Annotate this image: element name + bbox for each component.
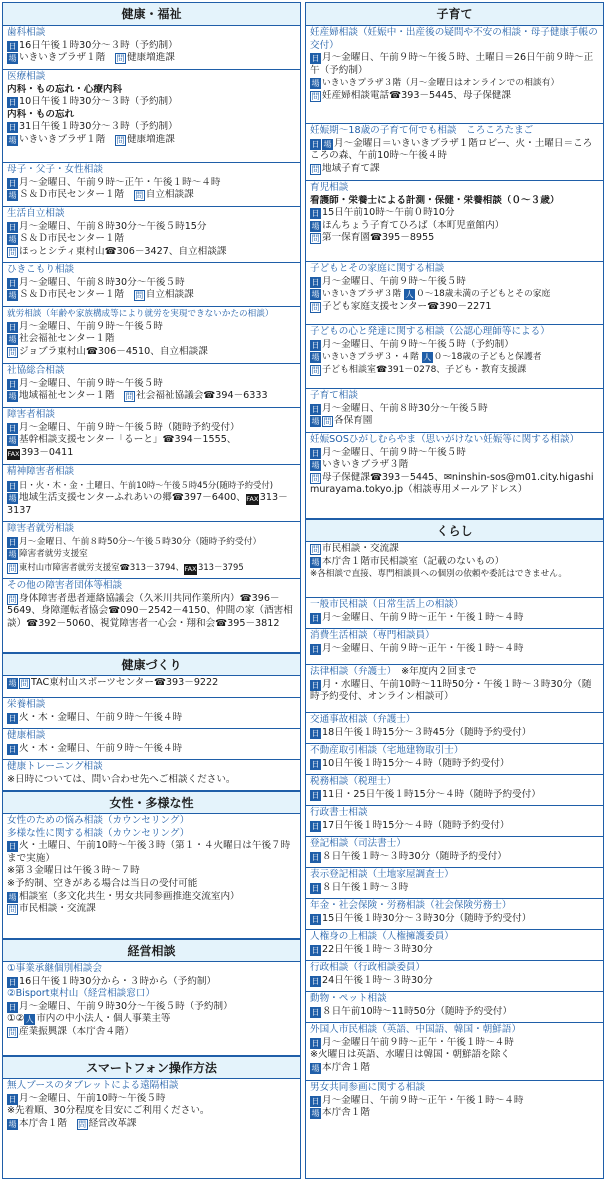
entry-subtitle: 内科・もの忘れ・心療内科 bbox=[7, 83, 123, 95]
person-tag: 人 bbox=[25, 1015, 34, 1025]
entry-administrative bbox=[306, 961, 603, 992]
day-tag: 日 bbox=[311, 139, 320, 149]
entry-foreign-residents bbox=[306, 1023, 603, 1081]
entry-mother-father-women bbox=[3, 163, 300, 207]
entry-date: 月～金曜日、午前８時30分～午後５時 bbox=[322, 402, 488, 414]
inquiry-tag: 問 bbox=[78, 1119, 87, 1129]
entry-place: ほんちょう子育てひろば（本町児童館内） bbox=[322, 219, 505, 231]
entry-fax: 313－3795 bbox=[197, 561, 244, 572]
entry-date: 火・木・金曜日、午前９時～午後４時 bbox=[19, 742, 183, 754]
entry-target: ０～18歳未満の子どもとその家庭 bbox=[415, 289, 551, 300]
entry-date: 月～金曜日、午前９時～正午・午後１時～４時 bbox=[19, 176, 221, 188]
entry-disability bbox=[3, 408, 300, 465]
person-tag: 人 bbox=[405, 290, 414, 300]
day-tag: 日 bbox=[311, 680, 320, 690]
entry-inquiry: 子ども家庭支援センター☎390－2271 bbox=[322, 300, 492, 312]
day-tag: 日 bbox=[8, 1094, 17, 1104]
entry-place: 相談室（多文化共生・男女共同参画推進交流室内） bbox=[19, 890, 240, 902]
entry-inquiry: ほっとシティ東村山☎306－3427、自立相談課 bbox=[19, 245, 227, 257]
entry-title: 栄養相談 bbox=[7, 699, 46, 710]
entry-date: 月～金曜日、午前９時～午後５時、土曜日＝26日午前９時～正午（予約制） bbox=[310, 52, 594, 76]
entry-child-family bbox=[306, 262, 603, 325]
entry-place: 地域生活支援センターふれあいの郷☎397－6400、 bbox=[19, 491, 246, 503]
entry-date: ８日午前10時～11時50分（随時予約受付） bbox=[322, 1005, 513, 1017]
entry-women-diversity bbox=[3, 814, 300, 939]
entry-fax: 393－0411 bbox=[21, 446, 74, 458]
entry-place: いきいきプラザ３階 bbox=[322, 289, 402, 300]
inquiry-tag: 問 bbox=[8, 563, 17, 573]
entry-title: 育児相談 bbox=[310, 182, 349, 193]
inquiry-tag: 問 bbox=[135, 191, 144, 201]
day-tag: 日 bbox=[311, 404, 320, 414]
section-heading-childcare: 子育て bbox=[306, 3, 603, 26]
inquiry-tag: 問 bbox=[8, 1027, 17, 1037]
entry-date: 月～金曜日、午前８時50分～午後５時30分（随時予約受付） bbox=[19, 536, 262, 547]
entry-place: Ｓ＆Ｄ市民センター１階 bbox=[19, 189, 125, 201]
entry-date: 火・土曜日、午前10時～午後３時（第１・４火曜日は午後７時まで実施） bbox=[7, 840, 291, 864]
day-tag: 日 bbox=[8, 977, 17, 987]
entry-tax bbox=[306, 775, 603, 806]
entry-title: 妊産婦相談（妊娠中・出産後の疑問や不安の相談・母子健康手帳の交付） bbox=[310, 27, 598, 51]
entry-date: 月～金曜日午前９時～正午・午後１時～４時 bbox=[322, 1036, 514, 1048]
place-tag: 場 bbox=[8, 135, 17, 145]
section-heading-fitness: 健康づくり bbox=[3, 653, 300, 676]
entry-title: 子どもとその家庭に関する相談 bbox=[310, 263, 445, 274]
entry-life-independence bbox=[3, 207, 300, 263]
entry-inquiry: 産業振興課（本庁舎４階） bbox=[19, 1025, 135, 1037]
entry-inquiry: 母子保健課☎393－5445、✉ninshin-sos@m01.city.higashimurayama.tokyo.jp（相談専用メールアドレス） bbox=[310, 471, 594, 496]
entry-date: 15日午前10時～午前０時10分 bbox=[322, 207, 455, 219]
day-tag: 日 bbox=[8, 178, 17, 188]
entry-inquiry: 第一保育園☎395－8955 bbox=[322, 232, 435, 244]
entry-title: ひきこもり相談 bbox=[7, 264, 75, 275]
place-tag: 場 bbox=[8, 191, 17, 201]
day-tag: 日 bbox=[311, 340, 320, 350]
entry-date: 月～金曜日、午前９時～正午・午後１時～４時 bbox=[322, 1094, 524, 1106]
day-tag: 日 bbox=[311, 883, 320, 893]
day-tag: 日 bbox=[311, 945, 320, 955]
day-tag: 日 bbox=[8, 322, 17, 332]
entry-title: 女性のための悩み相談（カウンセリング） bbox=[7, 815, 190, 826]
entry-date: 月～金曜日、午前９時～午後５時（予約制） bbox=[322, 338, 514, 350]
entry-title: 子育て相談 bbox=[310, 390, 358, 401]
entry-inquiry: 各保育園 bbox=[334, 415, 373, 427]
entry-title: 就労相談（年齢や家族構成等により就労を実現できないかたの相談） bbox=[7, 309, 274, 319]
entry-inquiry: 身体障害者患者連絡協議会（久米川共同作業所内）☎396－5649、身障運転者協会☎090－2542－4150、仲間の家（酒害相談）☎392－5060、視覚障害者一心会・翔和会☎395－3812 bbox=[7, 592, 293, 629]
entry-nutrition bbox=[3, 698, 300, 729]
entry-administrative-scrivener bbox=[306, 806, 603, 837]
day-tag: 日 bbox=[8, 222, 17, 232]
entry-business bbox=[3, 962, 300, 1056]
place-tag: 場 bbox=[8, 892, 17, 902]
entry-land-survey bbox=[306, 868, 603, 899]
entry-inquiry: 経営改革課 bbox=[88, 1117, 137, 1129]
section-heading-business: 経営相談 bbox=[3, 939, 300, 962]
entry-child-development bbox=[306, 325, 603, 389]
inquiry-tag: 問 bbox=[311, 234, 320, 244]
inquiry-tag: 問 bbox=[8, 905, 17, 915]
place-tag: 場 bbox=[311, 557, 320, 567]
entry-title: 表示登記相談（土地家屋調査士） bbox=[310, 869, 454, 880]
day-tag: 日 bbox=[311, 1096, 320, 1106]
entry-note: ※第３金曜日は午後３時～７時 bbox=[7, 865, 140, 877]
inquiry-tag: 問 bbox=[116, 135, 125, 145]
entry-inquiry: 社会福祉協議会☎394－6333 bbox=[136, 390, 268, 402]
inquiry-tag: 問 bbox=[323, 417, 332, 427]
entry-date: 24日午後１時～３時30分 bbox=[322, 974, 433, 986]
entry-infant-care bbox=[306, 181, 603, 262]
inquiry-tag: 問 bbox=[125, 392, 134, 402]
place-tag: 場 bbox=[8, 291, 17, 301]
inquiry-tag: 問 bbox=[8, 247, 17, 257]
entry-dental bbox=[3, 26, 300, 70]
entry-inquiry: 子ども相談室☎391－0278、子ども・教育支援課 bbox=[322, 364, 527, 375]
day-tag: 日 bbox=[311, 209, 320, 219]
entry-date: 月～金曜日、午前９時～正午・午後１時～４時 bbox=[322, 611, 524, 623]
place-tag: 場 bbox=[311, 290, 320, 300]
entry-date: 10日午後１時30分～３時（予約制） bbox=[19, 96, 178, 108]
place-tag: 場 bbox=[8, 436, 17, 446]
entry-target: ０～18歳の子ども bbox=[433, 352, 507, 363]
entry-inquiry: 妊産婦相談電話☎393－5445、母子保健課 bbox=[322, 89, 511, 101]
entry-place: いきいきプラザ１階 bbox=[19, 133, 106, 145]
day-tag: 日 bbox=[311, 54, 320, 64]
entry-date: 15日午後１時30分～３時30分（随時予約受付） bbox=[322, 912, 532, 924]
entry-place: Ｓ＆Ｄ市民センター１階 bbox=[19, 233, 125, 245]
day-tag: 日 bbox=[8, 713, 17, 723]
entry-place: いきいきプラザ１階 bbox=[19, 52, 106, 64]
day-tag: 日 bbox=[311, 821, 320, 831]
entry-note: ※各相談で直接、専門相談員への個別の依頼や委託はできません。 bbox=[310, 569, 567, 580]
entry-inquiry: 自立相談課 bbox=[145, 289, 194, 301]
entry-social-welfare-council bbox=[3, 364, 300, 408]
place-tag: 場 bbox=[8, 392, 17, 402]
entry-medical bbox=[3, 70, 300, 163]
entry-fitness-place bbox=[3, 676, 300, 698]
inquiry-tag: 問 bbox=[8, 594, 17, 604]
entry-title: 無人ブースのタブレットによる遠隔相談 bbox=[7, 1080, 179, 1091]
entry-title: 医療相談 bbox=[7, 71, 46, 82]
entry-title: 精神障害者相談 bbox=[7, 466, 75, 477]
entry-date: 月～金曜日、午前９時～午後５時 bbox=[322, 446, 466, 458]
entry-hikikomori bbox=[3, 263, 300, 307]
entry-korokoro-tamago bbox=[306, 124, 603, 181]
entry-title: 妊娠期～18歳の子育て何でも相談 ころころたまご bbox=[310, 125, 534, 136]
day-tag: 日 bbox=[311, 277, 320, 287]
entry-date: 16日午後１時30分～３時（予約制） bbox=[19, 39, 178, 51]
fax-tag: FAX bbox=[7, 449, 20, 458]
entry-title: 健康相談 bbox=[7, 730, 46, 741]
entry-other-disability-groups bbox=[3, 579, 300, 653]
entry-title: 人権身の上相談（人権擁護委員） bbox=[310, 931, 454, 942]
entry-date: 11日・25日午後１時15分～４時（随時予約受付） bbox=[322, 788, 541, 800]
entry-remote-tablet bbox=[3, 1079, 300, 1178]
place-tag: 場 bbox=[8, 493, 17, 503]
entry-title: 障害者就労相談 bbox=[7, 523, 75, 534]
entry-note: ※火曜日は英語、水曜日は韓国・朝鮮語を除く bbox=[310, 1049, 510, 1061]
entry-date: 月～金曜日、午前９時～午後５時 bbox=[19, 320, 163, 332]
section-heading-smartphone: スマートフォン操作方法 bbox=[3, 1056, 300, 1079]
entry-title: 社協総合相談 bbox=[7, 365, 65, 376]
day-tag: 日 bbox=[311, 790, 320, 800]
entry-note: ※日時については、問い合わせ先へご相談ください。 bbox=[7, 773, 236, 785]
entry-place: 本庁舎１階 bbox=[19, 1117, 67, 1129]
entry-title: 外国人市民相談（英語、中国語、韓国・朝鮮語） bbox=[310, 1024, 522, 1035]
right-column bbox=[305, 2, 604, 1179]
place-tag: 場 bbox=[311, 417, 320, 427]
place-tag: 場 bbox=[311, 461, 320, 471]
entry-date: 10日午後１時15分～４時（随時予約受付） bbox=[322, 757, 510, 769]
day-tag: 日 bbox=[8, 123, 17, 133]
place-tag: 場 bbox=[311, 353, 320, 363]
entry-place: 基幹相談支援センター「るーと」☎394－1555、 bbox=[19, 434, 237, 446]
entry-note: ※先着順、30分程度を目安にご利用ください。 bbox=[7, 1105, 210, 1117]
entry-real-estate bbox=[306, 744, 603, 775]
entry-subtitle: 内科・もの忘れ bbox=[7, 108, 75, 120]
entry-place: いきいきプラザ３・４階 bbox=[322, 352, 419, 363]
entry-title: 障害者相談 bbox=[7, 409, 55, 420]
day-tag: 日 bbox=[8, 278, 17, 288]
entry-target-tail: と保護者 bbox=[506, 352, 542, 363]
day-tag: 日 bbox=[8, 423, 17, 433]
entry-title-note: ※年度内２回まで bbox=[401, 666, 477, 677]
entry-traffic-accident bbox=[306, 713, 603, 744]
entry-place: いきいきプラザ３階 bbox=[322, 459, 409, 471]
day-tag: 日 bbox=[8, 481, 17, 491]
entry-date: ８日午後１時～３時 bbox=[322, 881, 409, 893]
inquiry-tag: 問 bbox=[311, 164, 320, 174]
entry-date: 月～金曜日、午前８時30分～午後５時 bbox=[19, 276, 185, 288]
person-tag: 人 bbox=[423, 353, 432, 363]
entry-inquiry: ジョブラ東村山☎306－4510、自立相談課 bbox=[19, 345, 208, 357]
entry-title: 登記相談（司法書士） bbox=[310, 838, 406, 849]
inquiry-tag: 問 bbox=[20, 679, 29, 688]
day-tag: 日 bbox=[311, 759, 320, 769]
entry-date: 月～金曜日、午前９時～午後５時（随時予約受付） bbox=[19, 421, 240, 433]
entry-inquiry: 健康増進課 bbox=[126, 133, 175, 145]
entry-title: 年金・社会保険・労務相談（社会保険労務士） bbox=[310, 900, 512, 911]
entry-training bbox=[3, 760, 300, 791]
entry-title: ②Bisport東村山（経営相談窓口） bbox=[7, 988, 156, 1000]
entry-title: 健康トレーニング相談 bbox=[7, 761, 103, 772]
left-column bbox=[2, 2, 301, 1179]
day-tag: 日 bbox=[311, 644, 320, 654]
place-tag: 場 bbox=[8, 1119, 17, 1129]
place-tag: 場 bbox=[8, 235, 17, 245]
entry-place: 本庁舎１階市民相談室（記載のないもの） bbox=[322, 555, 505, 567]
entry-mental-disability bbox=[3, 465, 300, 522]
entry-pension bbox=[306, 899, 603, 930]
day-tag: 日 bbox=[8, 98, 17, 108]
inquiry-tag: 問 bbox=[311, 365, 320, 375]
entry-date: 火・木・金曜日、午前９時～午後４時 bbox=[19, 711, 183, 723]
entry-date: 月～金曜日、午前９時～正午・午後１時～４時 bbox=[322, 642, 524, 654]
entry-place: Ｓ＆Ｄ市民センター１階 bbox=[19, 289, 125, 301]
entry-place: いきいきプラザ３階（月～金曜日はオンラインでの相談有） bbox=[322, 78, 560, 89]
entry-pet bbox=[306, 992, 603, 1023]
entry-date: 月～金曜日＝いきいきプラザ１階ロビー、火・土曜日＝ころころの森、午前10時～午後４時 bbox=[310, 137, 593, 162]
entry-date: 18日午後１時15分～３時45分（随時予約受付） bbox=[322, 726, 532, 738]
entry-place: 地域福祉センター１階 bbox=[19, 390, 115, 402]
entry-title: 消費生活相談（専門相談員） bbox=[310, 630, 435, 641]
entry-legal bbox=[306, 665, 603, 713]
entry-title: 歯科相談 bbox=[7, 27, 46, 38]
entry-title: 生活自立相談 bbox=[7, 208, 65, 219]
entry-title: その他の障害者団体等相談 bbox=[7, 580, 123, 591]
entry-disability-employment bbox=[3, 522, 300, 579]
section-heading-health-welfare: 健康・福祉 bbox=[3, 3, 300, 26]
entry-childcare-consult bbox=[306, 389, 603, 433]
entry-place: 社会福祉センター１階 bbox=[19, 333, 115, 345]
entry-title: 行政相談（行政相談委員） bbox=[310, 962, 426, 973]
entry-inquiry: 地域子育て課 bbox=[322, 162, 380, 174]
entry-consumer bbox=[306, 629, 603, 665]
entry-place: TAC東村山スポーツセンター☎393－9222 bbox=[31, 677, 219, 688]
entry-title: 子どもの心と発達に関する相談（公認心理師等による） bbox=[310, 326, 550, 337]
entry-title: 動物・ペット相談 bbox=[310, 993, 387, 1004]
entry-maternity bbox=[306, 26, 603, 124]
place-tag: 場 bbox=[8, 335, 17, 345]
inquiry-tag: 問 bbox=[311, 473, 320, 483]
inquiry-tag: 問 bbox=[311, 302, 320, 312]
entry-inquiry: 健康増進課 bbox=[126, 52, 175, 64]
day-tag: 日 bbox=[311, 1038, 320, 1048]
entry-title: 母子・父子・女性相談 bbox=[7, 164, 103, 175]
day-tag: 日 bbox=[8, 744, 17, 754]
entry-general-citizen bbox=[306, 598, 603, 629]
inquiry-tag: 問 bbox=[135, 291, 144, 301]
entry-title: 多様な性に関する相談（カウンセリング） bbox=[7, 827, 190, 839]
entry-employment bbox=[3, 307, 300, 364]
entry-subtitle: 看護師・栄養士による計測・保健・栄養相談（０～３歳） bbox=[310, 194, 560, 206]
entry-inquiry: 東村山市障害者就労支援室☎313－3794、 bbox=[19, 561, 184, 572]
day-tag: 日 bbox=[311, 914, 320, 924]
entry-title: 行政書士相談 bbox=[310, 807, 368, 818]
entry-pregnancy-sos bbox=[306, 433, 603, 519]
fax-tag: FAX bbox=[246, 494, 259, 503]
entry-date: 月～金曜日、午前９時30分～午後５時（予約制） bbox=[19, 1000, 233, 1012]
entry-title: 税務相談（税理士） bbox=[310, 776, 397, 787]
day-tag: 日 bbox=[8, 41, 17, 51]
place-tag: 場 bbox=[311, 79, 320, 89]
entry-date: 月～金曜日、午前10時～午後５時 bbox=[19, 1092, 166, 1104]
entry-place: 障害者就労支援室 bbox=[19, 549, 88, 560]
entry-place: 本庁舎１階 bbox=[322, 1061, 370, 1073]
entry-date: 22日午後１時～３時30分 bbox=[322, 943, 433, 955]
inquiry-tag: 問 bbox=[311, 91, 320, 101]
place-tag: 場 bbox=[311, 1063, 320, 1073]
entry-inquiry: 市民相談・交流課 bbox=[322, 543, 399, 554]
entry-date: 16日午後１時30分から・３時から（予約制） bbox=[19, 975, 217, 987]
entry-fax: 313－3137 bbox=[7, 491, 288, 516]
entry-title: 法律相談（弁護士） bbox=[310, 666, 392, 677]
place-tag: 場 bbox=[8, 550, 17, 560]
entry-date: 31日午後１時30分～３時（予約制） bbox=[19, 121, 178, 133]
entry-gender-equality bbox=[306, 1081, 603, 1178]
day-tag: 日 bbox=[8, 842, 17, 852]
entry-registration bbox=[306, 837, 603, 868]
entry-inquiry: 自立相談課 bbox=[145, 189, 194, 201]
day-tag: 日 bbox=[311, 1007, 320, 1017]
day-tag: 日 bbox=[8, 379, 17, 389]
place-tag: 場 bbox=[8, 54, 17, 64]
entry-date: 17日午後１時15分～４時（随時予約受付） bbox=[322, 819, 510, 831]
entry-date: 月・水曜日、午前10時～11時50分・午後１時～３時30分（随時予約受付、オンライン相談可） bbox=[310, 678, 592, 703]
day-tag: 日 bbox=[311, 728, 320, 738]
entry-date: ８日午後１時～３時30分（随時予約受付） bbox=[322, 850, 507, 862]
entry-place: 本庁舎１階 bbox=[322, 1107, 370, 1119]
entry-date: 月～金曜日、午前８時30分～午後５時15分 bbox=[19, 220, 207, 232]
place-tag: 場 bbox=[323, 139, 332, 149]
day-tag: 日 bbox=[8, 1002, 17, 1012]
entry-date: 月～金曜日、午前９時～午後５時 bbox=[19, 377, 163, 389]
entry-target: 市内の中小法人・個人事業主等 bbox=[36, 1013, 171, 1025]
entry-living-intro bbox=[306, 542, 603, 598]
entry-date: 月～金曜日、午前９時～午後５時 bbox=[322, 275, 466, 287]
day-tag: 日 bbox=[311, 976, 320, 986]
entry-note: ※予約制、空きがある場合は当日の受付可能 bbox=[7, 877, 198, 889]
inquiry-tag: 問 bbox=[311, 545, 320, 554]
entry-title: 妊娠SOSひがしむらやま（思いがけない妊娠等に関する相談） bbox=[310, 434, 580, 445]
entry-title: 不動産取引相談（宅地建物取引士） bbox=[310, 745, 464, 756]
place-tag: 場 bbox=[311, 221, 320, 231]
day-tag: 日 bbox=[311, 613, 320, 623]
fax-tag: FAX bbox=[184, 564, 197, 573]
entry-health bbox=[3, 729, 300, 760]
place-tag: 場 bbox=[8, 679, 17, 688]
day-tag: 日 bbox=[8, 537, 17, 547]
consultation-guide bbox=[2, 2, 604, 1179]
day-tag: 日 bbox=[311, 448, 320, 458]
inquiry-tag: 問 bbox=[116, 54, 125, 64]
entry-title: ①事業承継個別相談会 bbox=[7, 963, 102, 974]
day-tag: 日 bbox=[311, 852, 320, 862]
entry-title: 一般市民相談（日常生活上の相談） bbox=[310, 599, 464, 610]
entry-title: 交通事故相談（弁護士） bbox=[310, 714, 416, 725]
inquiry-tag: 問 bbox=[8, 347, 17, 357]
place-tag: 場 bbox=[311, 1109, 320, 1119]
section-heading-living: くらし bbox=[306, 519, 603, 542]
entry-date: 日・火・木・金・土曜日、午前10時～午後５時45分(随時予約受付) bbox=[19, 479, 273, 490]
entry-human-rights bbox=[306, 930, 603, 961]
entry-inquiry: 市民相談・交流課 bbox=[19, 903, 96, 915]
entry-target-prefix: ①② bbox=[7, 1013, 25, 1025]
entry-title: 男女共同参画に関する相談 bbox=[310, 1082, 426, 1093]
section-heading-gender: 女性・多様な性 bbox=[3, 791, 300, 814]
